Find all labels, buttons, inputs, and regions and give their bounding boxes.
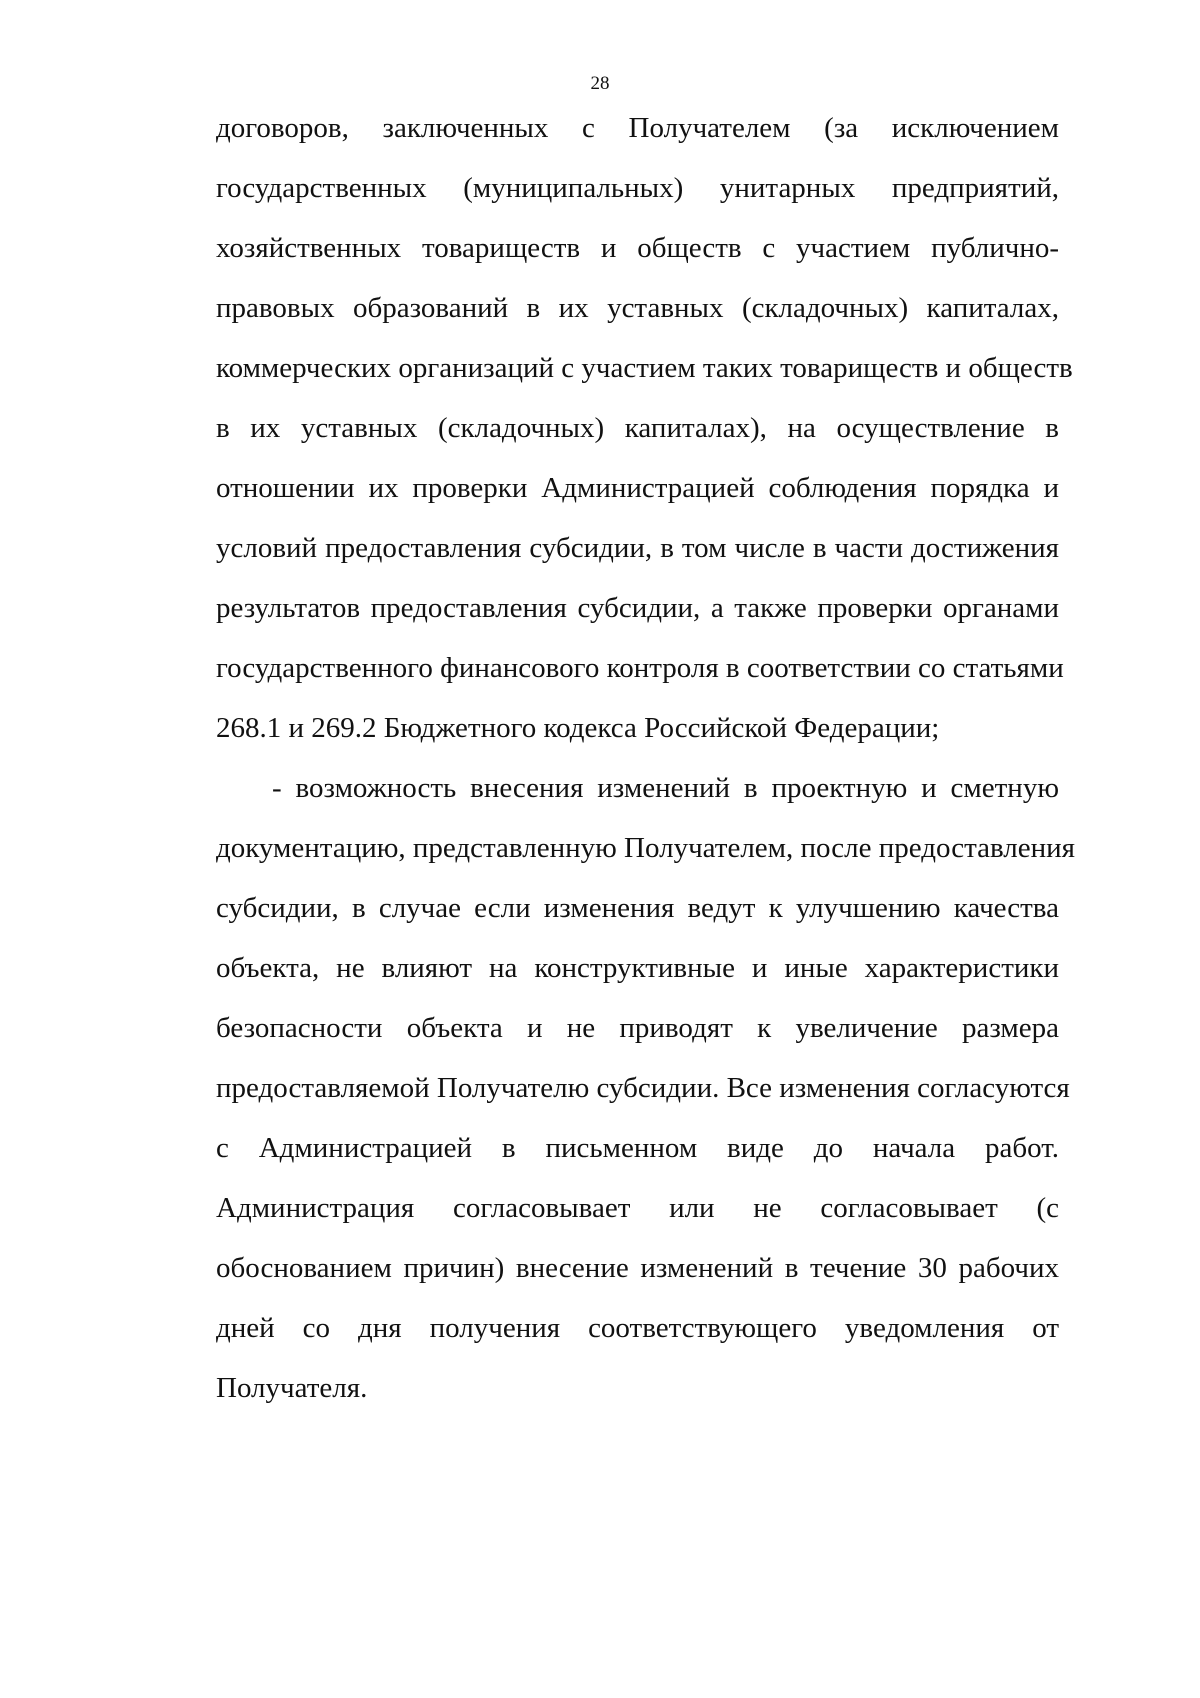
- text-line: дней со дня получения соответствующего уведомления от: [216, 1312, 1059, 1344]
- text-line: объекта, не влияют на конструктивные и иные характеристики: [216, 952, 1059, 984]
- text-line: безопасности объекта и не приводят к увеличение размера: [216, 1012, 1059, 1044]
- text-line: коммерческих организаций с участием таких товариществ и обществ: [216, 352, 1073, 384]
- text-line: в их уставных (складочных) капиталах), на осуществление в: [216, 412, 1059, 444]
- text-line: отношении их проверки Администрацией соблюдения порядка и: [216, 472, 1059, 504]
- text-line: документацию, представленную Получателем, после предоставления: [216, 832, 1076, 864]
- text-line: договоров, заключенных с Получателем (за исключением: [216, 112, 1059, 144]
- text-line: результатов предоставления субсидии, а также проверки органами: [216, 592, 1059, 624]
- paragraph-last-line: 268.1 и 269.2 Бюджетного кодекса Российской Федерации;: [216, 712, 940, 744]
- text-line: условий предоставления субсидии, в том числе в части достижения: [216, 532, 1059, 564]
- text-line: Администрация согласовывает или не согласовывает (с: [216, 1192, 1059, 1224]
- text-line: хозяйственных товариществ и обществ с участием публично-: [216, 232, 1059, 264]
- text-line: субсидии, в случае если изменения ведут к улучшению качества: [216, 892, 1059, 924]
- text-line: предоставляемой Получателю субсидии. Все изменения согласуются: [216, 1072, 1070, 1104]
- paragraph-first-line: - возможность внесения изменений в проектную и сметную: [272, 772, 1059, 804]
- text-line: правовых образований в их уставных (складочных) капиталах,: [216, 292, 1059, 324]
- page-number: 28: [590, 73, 610, 94]
- text-line: с Администрацией в письменном виде до начала работ.: [216, 1132, 1059, 1164]
- text-line: обоснованием причин) внесение изменений в течение 30 рабочих: [216, 1252, 1059, 1284]
- text-line: государственных (муниципальных) унитарных предприятий,: [216, 172, 1059, 204]
- paragraph-last-line: Получателя.: [216, 1372, 368, 1404]
- text-line: государственного финансового контроля в соответствии со статьями: [216, 652, 1064, 684]
